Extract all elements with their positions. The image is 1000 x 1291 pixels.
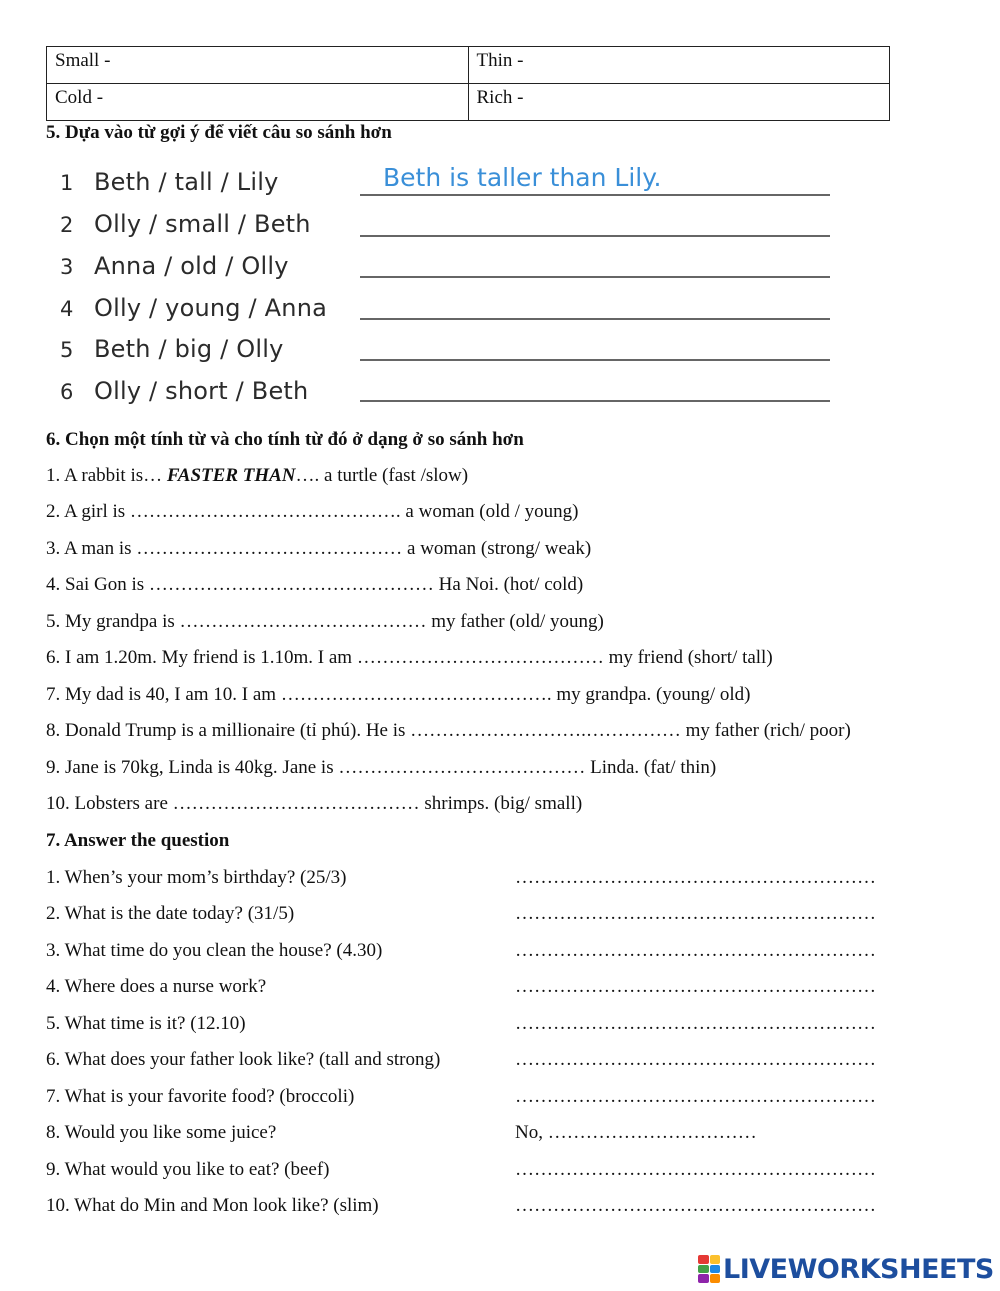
section6-item[interactable]: 4. Sai Gon is ……………………………………… Ha Noi. (hot/ cold)	[46, 574, 584, 595]
section6-item[interactable]: 8. Donald Trump is a millionaire (tỉ phú). He is ……………………….…………… my father (rich/ poor)	[46, 720, 851, 741]
section7-heading: 7. Answer the question	[46, 830, 230, 851]
example-answer: Beth is taller than Lily.	[383, 163, 662, 192]
answer-line[interactable]	[360, 359, 830, 361]
question-text: 1. When’s your mom’s birthday? (25/3)	[46, 867, 347, 888]
question-text: 6. What does your father look like? (tall and strong)	[46, 1049, 441, 1070]
item-prompt: Olly / small / Beth	[94, 210, 311, 238]
example-answer: FASTER THAN	[166, 465, 296, 486]
table-cell: Cold -	[47, 84, 469, 121]
question-text: 3. What time do you clean the house? (4.30)	[46, 940, 383, 961]
item-prompt: Olly / young / Anna	[94, 294, 328, 322]
answer-line[interactable]	[360, 318, 830, 320]
section6-item[interactable]: 2. A girl is ……………………………………. a woman (old / young)	[46, 501, 579, 522]
section6-item[interactable]: 6. I am 1.20m. My friend is 1.10m. I am ………………………………… my friend (short/ tall)	[46, 647, 773, 668]
item-prompt: Beth / big / Olly	[94, 335, 284, 363]
item-number: 3	[60, 255, 74, 279]
answer-blank[interactable]: …………………………………………………	[515, 976, 876, 997]
answer-line[interactable]	[360, 194, 830, 196]
item-prompt: Anna / old / Olly	[94, 252, 289, 280]
question-text: 5. What time is it? (12.10)	[46, 1013, 246, 1034]
item-number: 2	[60, 213, 74, 237]
question-text: 7. What is your favorite food? (broccoli)	[46, 1086, 355, 1107]
answer-blank[interactable]: …………………………………………………	[515, 1159, 876, 1180]
question-text: 4. Where does a nurse work?	[46, 976, 267, 997]
section6-item[interactable]: 5. My grandpa is ………………………………… my father (old/ young)	[46, 611, 604, 632]
table-row	[47, 84, 890, 121]
item-number: 5	[60, 338, 74, 362]
answer-line[interactable]	[360, 276, 830, 278]
answer-blank[interactable]: …………………………………………………	[515, 1013, 876, 1034]
section6-item[interactable]: 3. A man is …………………………………… a woman (strong/ weak)	[46, 538, 592, 559]
answer-blank[interactable]: …………………………………………………	[515, 867, 876, 888]
answer-blank[interactable]: …………………………………………………	[515, 1195, 876, 1216]
item-number: 4	[60, 297, 74, 321]
item-number: 1	[60, 171, 74, 195]
answer-blank[interactable]: …………………………………………………	[515, 1049, 876, 1070]
item-text: 1. A rabbit is…	[46, 465, 163, 486]
logo-mark-icon	[698, 1255, 720, 1283]
question-text: 2. What is the date today? (31/5)	[46, 903, 295, 924]
table-cell: Rich -	[468, 84, 890, 121]
item-prompt: Beth / tall / Lily	[94, 168, 279, 196]
item-text: …. a turtle (fast /slow)	[295, 465, 469, 486]
item-prompt: Olly / short / Beth	[94, 377, 309, 405]
table-cell: Thin -	[468, 47, 890, 84]
item-number: 6	[60, 380, 74, 404]
answer-blank[interactable]: …………………………………………………	[515, 1086, 876, 1107]
answer-blank[interactable]: No, ……………………………	[515, 1122, 757, 1143]
adjective-table	[46, 46, 890, 121]
logo-text: LIVEWORKSHEETS	[723, 1253, 994, 1285]
answer-blank[interactable]: …………………………………………………	[515, 903, 876, 924]
section6-item[interactable]: 10. Lobsters are ………………………………… shrimps. (big/ small)	[46, 793, 583, 814]
table-cell: Small -	[47, 47, 469, 84]
section6-item[interactable]: 9. Jane is 70kg, Linda is 40kg. Jane is ………………………………… Linda. (fat/ thin)	[46, 757, 717, 778]
section6-heading: 6. Chọn một tính từ và cho tính từ đó ở dạng ở so sánh hơn	[46, 429, 524, 450]
section6-item-1	[46, 465, 468, 487]
question-text: 8. Would you like some juice?	[46, 1122, 277, 1143]
table-row	[47, 47, 890, 84]
answer-line[interactable]	[360, 400, 830, 402]
section6-item[interactable]: 7. My dad is 40, I am 10. I am ……………………………………. my grandpa. (young/ old)	[46, 684, 751, 705]
section5-heading: 5. Dựa vào từ gợi ý để viết câu so sánh hơn	[46, 122, 392, 143]
answer-blank[interactable]: …………………………………………………	[515, 940, 876, 961]
liveworksheets-logo	[698, 1252, 994, 1286]
question-text: 9. What would you like to eat? (beef)	[46, 1159, 330, 1180]
question-text: 10. What do Min and Mon look like? (slim)	[46, 1195, 379, 1216]
answer-line[interactable]	[360, 235, 830, 237]
